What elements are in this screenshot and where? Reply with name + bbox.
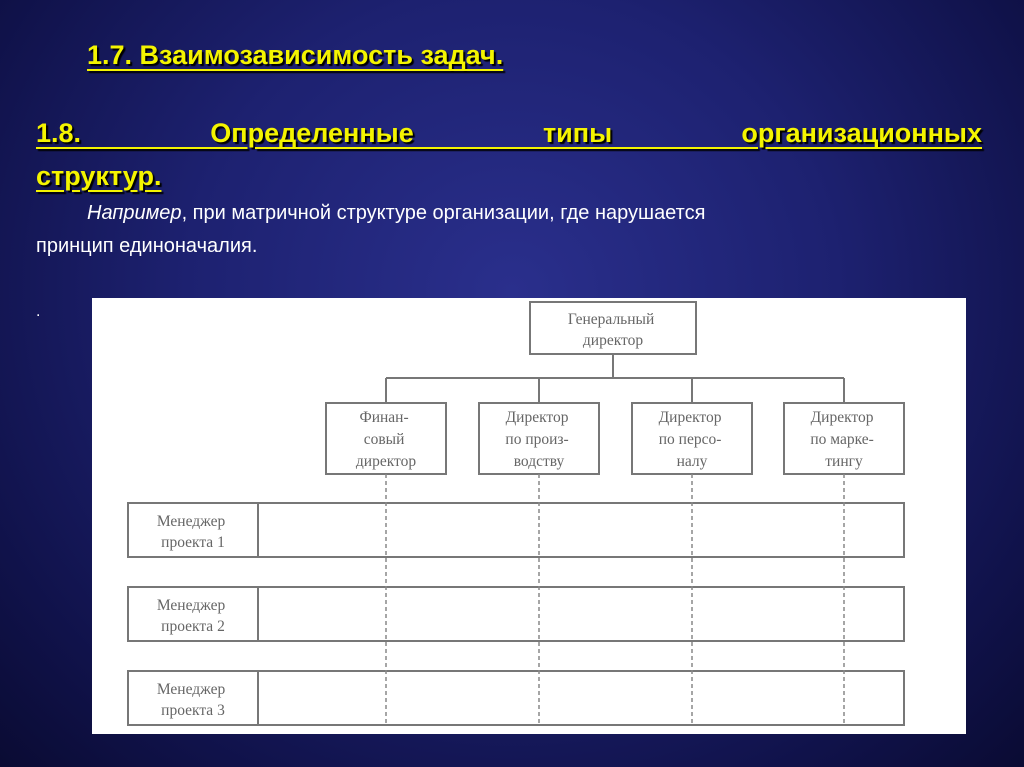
example-paragraph	[36, 197, 982, 263]
matrix-structure-diagram	[92, 298, 966, 734]
project-manager-label-1: Менеджер проекта 1	[156, 513, 226, 551]
director-label-marketing: Директор по марке- тингу	[810, 409, 874, 470]
example-line-1	[36, 197, 982, 230]
diagram-svg	[92, 298, 966, 734]
heading-interdependence: 1.7. Взаимозависимость задач.	[87, 40, 504, 70]
project-row-1	[128, 503, 904, 557]
director-label-personnel: Директор по персо- налу	[658, 409, 722, 470]
example-text-1: , при матричной структуре организации, где нарушается	[181, 202, 706, 224]
example-italic: Например	[87, 202, 182, 224]
project-manager-label-2: Менеджер проекта 2	[156, 597, 226, 635]
project-row-2	[128, 587, 904, 641]
director-label-production: Директор по произ- водству	[505, 409, 569, 470]
ceo-label: Генеральный директор	[567, 311, 655, 349]
example-line-2: принцип единоначалия.	[36, 235, 258, 257]
project-row-3	[128, 671, 904, 725]
heading-structure-types-line1: 1.8. Определенные типы организационных	[36, 118, 982, 148]
stray-dot: .	[36, 303, 41, 320]
director-label-finance: Финан- совый директор	[355, 409, 417, 470]
project-manager-label-3: Менеджер проекта 3	[156, 681, 226, 719]
heading-structure-types-line2: структур.	[36, 161, 162, 191]
